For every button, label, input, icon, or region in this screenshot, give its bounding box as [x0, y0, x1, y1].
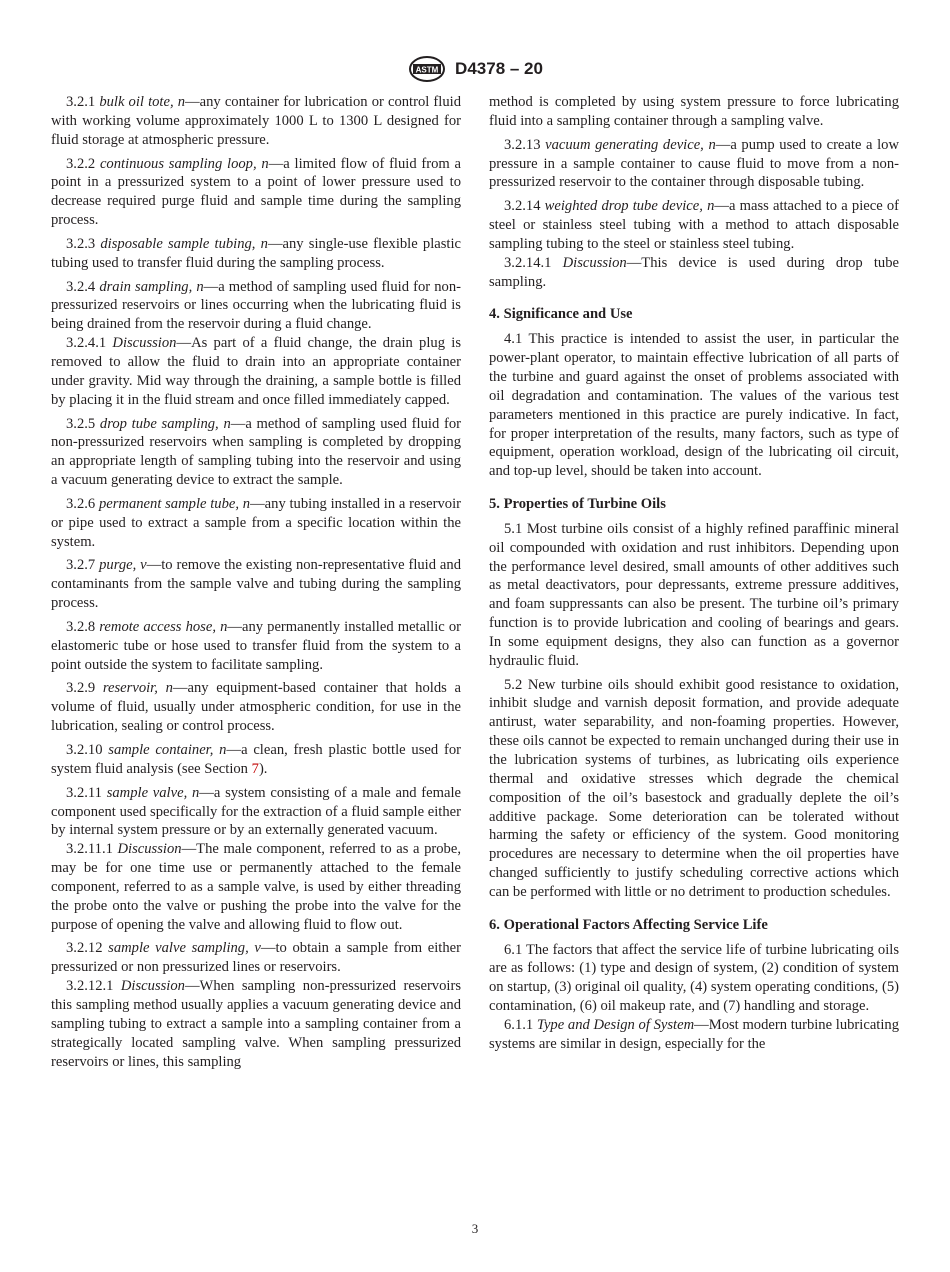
paragraph-3-2-14-1: 3.2.14.1 Discussion—This device is used during drop tube sampling.	[489, 254, 899, 290]
document-designation: D4378 – 20	[455, 59, 543, 78]
paragraph-continued: method is completed by using system pressure to force lubricating fluid into a sampling container through a sampling valve.	[489, 94, 899, 129]
left-column	[51, 93, 461, 1071]
paragraph-3-2-11: 3.2.11 sample valve, n—a system consisting of a male and female component used specifically for the extraction of a fluid sample either by internal system pressure or by an externally generated vacuum.	[51, 784, 462, 839]
paragraph-3-2-11-1: 3.2.11.1 Discussion—The male component, referred to as a probe, may be for one time use or permanently attached to the female component, referred to as a sample valve, is used by either threading the probe onto the valve or pushing the probe into the valve for the purpose of opening the valve and allowing fluid to flow out.	[51, 841, 461, 933]
paragraph-3-2-12: 3.2.12 sample valve sampling, v—to obtain a sample from either pressurized or non pressurized lines or reservoirs.	[51, 940, 461, 976]
paragraph-4-1: 4.1 This practice is intended to assist the user, in particular the power-plant operator, to maintain effective lubrication of all parts of the turbine and guard against the onset of problems associated with oil degradation and contamination. The values of the various test parameters mentioned in this practice are purely indicative. In fact, for proper interpretation of the results, many factors, such as type of equipment, operation workload, design of the lubricating oil circuit, and top-up level, should be taken into account.	[489, 331, 899, 480]
page-number: 3	[471, 1221, 479, 1236]
paragraph-3-2-4-1: 3.2.4.1 Discussion—As part of a fluid change, the drain plug is removed to allow the fluid to drain into an appropriate container under gravity. Mid way through the draining, a sample bottle is filled by placing it in the fluid stream and once filled immediately capped.	[51, 335, 461, 408]
paragraph-3-2-6: 3.2.6 permanent sample tube, n—any tubing installed in a reservoir or pipe used to extract a sample from a specific location within the system.	[51, 495, 461, 550]
paragraph-5-1: 5.1 Most turbine oils consist of a highly refined paraffinic mineral oil compounded with oxidation and rust inhibitors. Depending upon the performance level desired, small amounts of other additives such as metal deactivators, pour depressants, extreme pressure additives, and foam suppressants can also be present. The turbine oil’s primary function is to provide lubrication and cooling of bearings and gears. In some equipment designs, they also can function as a governor hydraulic fluid.	[489, 520, 899, 669]
paragraph-3-2-3: 3.2.3 disposable sample tubing, n—any single-use flexible plastic tubing used to transfer fluid during the sampling process.	[51, 235, 461, 271]
svg-text:ASTM: ASTM	[415, 65, 439, 75]
paragraph-3-2-13: 3.2.13 vacuum generating device, n—a pump used to create a low pressure in a sample container to cause fluid to move from a non-pressurized reservoir to the container through disposable tubing.	[489, 136, 900, 191]
paragraph-3-2-9: 3.2.9 reservoir, n—any equipment-based container that holds a volume of fluid, usually under atmospheric condition, for use in the lubrication, sealing or control process.	[51, 680, 461, 735]
paragraph-3-2-12-1: 3.2.12.1 Discussion—When sampling non-pressurized reservoirs this sampling method usually applies a vacuum generating device and sampling tubing to extract a sample into a sampling container from a strategically located sampling valve. When sampling pressurized reservoirs or lines, this sampling	[51, 978, 461, 1070]
section-heading-6: 6. Operational Factors Affecting Service Life	[489, 916, 768, 933]
paragraph-3-2-2: 3.2.2 continuous sampling loop, n—a limited flow of fluid from a point in a pressurized system to a point of lower pressure used to decrease required purge fluid and sample time during the sampling process.	[51, 155, 461, 229]
paragraph-3-2-10: 3.2.10 sample container, n—a clean, fresh plastic bottle used for system fluid analysis (see Section 7).	[51, 742, 461, 777]
section-7-link[interactable]: 7	[251, 760, 259, 777]
paragraph-3-2-4: 3.2.4 drain sampling, n—a method of sampling used fluid for non-pressurized reservoirs or lines occurring when the lubricating fluid is being drained from the reservoir during a fluid change.	[51, 278, 461, 333]
paragraph-3-2-8: 3.2.8 remote access hose, n—any permanently installed metallic or elastomeric tube or hose used to transfer fluid from the system to a point outside the system to facilitate sampling.	[51, 618, 461, 673]
section-heading-4: 4. Significance and Use	[489, 306, 633, 323]
paragraph-3-2-7: 3.2.7 purge, v—to remove the existing non-representative fluid and contaminants from the sample valve and tubing during the sampling process.	[51, 557, 461, 612]
paragraph-3-2-14: 3.2.14 weighted drop tube device, n—a mass attached to a piece of steel or stainless steel tubing with a method to attach disposable sampling tubing to the steel or stainless steel tubing.	[489, 198, 899, 252]
paragraph-5-2: 5.2 New turbine oils should exhibit good resistance to oxidation, inhibit sludge and varnish deposit formation, and provide adequate antirust, water separability, and non-foaming properties. However, these oils cannot be expected to remain unchanged during their use in the lubrication systems of turbines, as lubricating oils experience thermal and oxidative stresses which degrade the chemical composition of the oil’s basestock and gradually deplete the oil’s additive package. Some deterioration can be tolerated without harming the safety or efficiency of the system. Good monitoring procedures are necessary to determine when the oil properties have changed sufficiently to justify scheduling corrective actions which can be performed with little or no detriment to production schedules.	[489, 676, 899, 900]
section-heading-5: 5. Properties of Turbine Oils	[489, 496, 666, 513]
right-column	[489, 93, 899, 1054]
paragraph-6-1-1: 6.1.1 Type and Design of System—Most modern turbine lubricating systems are similar in design, especially for the	[489, 1016, 899, 1052]
paragraph-3-2-5: 3.2.5 drop tube sampling, n—a method of sampling used fluid for non-pressurized reservoirs when sampling is completed by dropping an appropriate length of sampling tubing into the reservoir and using a vacuum generating device to extract the sample.	[51, 415, 461, 489]
page-header	[0, 55, 950, 83]
astm-logo-icon	[407, 55, 447, 83]
paragraph-6-1: 6.1 The factors that affect the service life of turbine lubricating oils are as follows: (1) type and design of system, (2) condition of system on startup, (3) original oil quality, (4) system operating conditions, (5) contamination, (6) oil makeup rate, and (7) handling and storage.	[489, 941, 899, 1015]
paragraph-3-2-1: 3.2.1 bulk oil tote, n—any container for lubrication or control fluid with working volume approximately 1000 L to 1300 L designed for fluid storage at atmospheric pressure.	[51, 94, 461, 148]
